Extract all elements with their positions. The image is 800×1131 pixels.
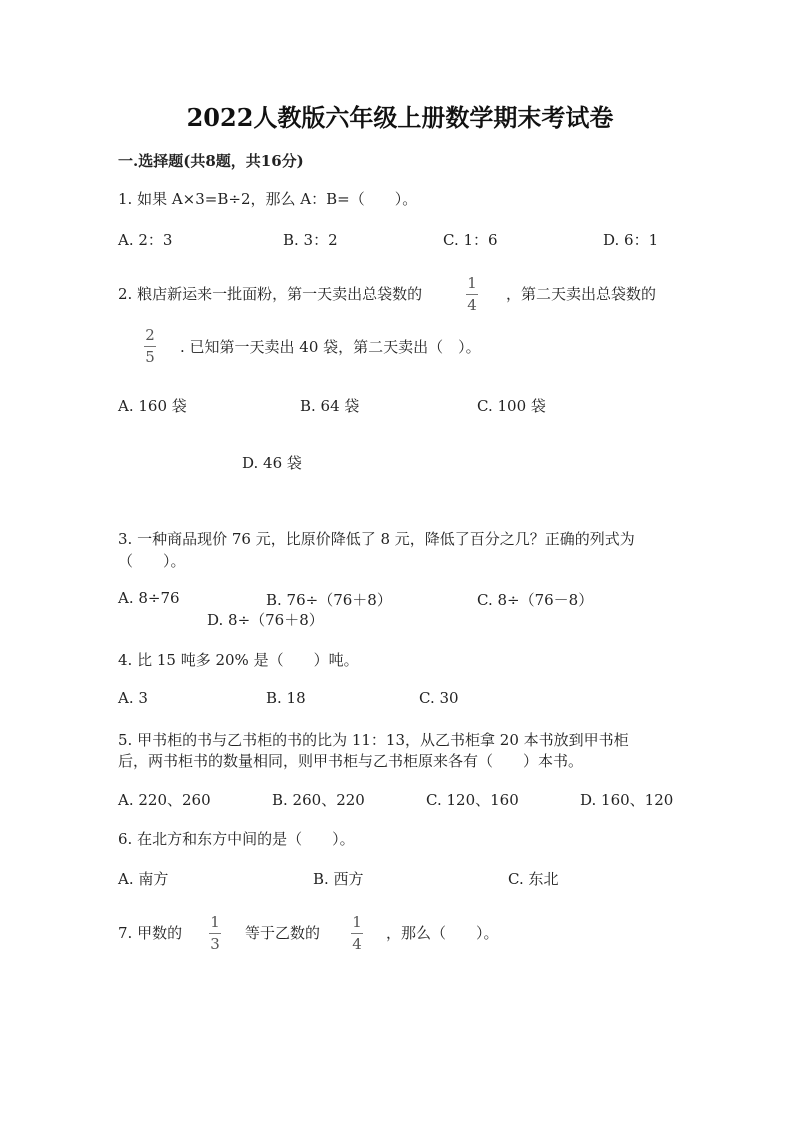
q4-option-b[interactable]: B. 18 [266, 689, 306, 707]
fraction-denominator: 5 [145, 348, 155, 366]
fraction-denominator: 4 [352, 935, 362, 953]
q5-option-a[interactable]: A. 220、260 [118, 791, 211, 809]
q2-option-c[interactable]: C. 100 袋 [477, 397, 546, 415]
question-5-line-2: 后，两书柜书的数量相同，则甲书柜与乙书柜原来各有（ ）本书。 [118, 752, 584, 770]
page-title: 2022人教版六年级上册数学期末考试卷 [186, 103, 614, 132]
fraction-numerator: 1 [467, 274, 477, 292]
q2-option-b[interactable]: B. 64 袋 [300, 397, 360, 415]
question-4-text: 4. 比 15 吨多 20% 是（ ）吨。 [118, 651, 359, 669]
fraction-one-third [209, 915, 221, 952]
question-7-text-c: ，那么（ ）。 [386, 924, 499, 942]
fraction-one-quarter [351, 915, 363, 952]
question-2-text-c: . 已知第一天卖出 40 袋，第二天卖出（ ）。 [180, 338, 481, 356]
q3-option-a[interactable]: A. 8÷76 [118, 589, 180, 607]
q4-option-c[interactable]: C. 30 [419, 689, 459, 707]
q5-option-c[interactable]: C. 120、160 [426, 791, 519, 809]
q6-option-b[interactable]: B. 西方 [313, 870, 364, 888]
question-3-line-2: （ ）。 [118, 552, 186, 570]
q2-option-d[interactable]: D. 46 袋 [242, 454, 302, 472]
q1-option-c[interactable]: C. 1：6 [443, 231, 498, 249]
q3-option-b[interactable]: B. 76÷（76＋8） [266, 591, 392, 609]
fraction-numerator: 1 [352, 913, 362, 931]
q1-option-b[interactable]: B. 3：2 [283, 231, 338, 249]
fraction-denominator: 4 [467, 296, 477, 314]
fraction-two-fifths [144, 328, 156, 365]
question-7-text-b: 等于乙数的 [245, 924, 321, 942]
fraction-one-quarter [466, 276, 478, 313]
q1-option-d[interactable]: D. 6：1 [603, 231, 659, 249]
q4-option-a[interactable]: A. 3 [118, 689, 148, 707]
section-heading: 一.选择题(共8题，共16分) [118, 152, 304, 170]
question-2-text-a: 2. 粮店新运来一批面粉，第一天卖出总袋数的 [118, 285, 423, 303]
question-2-text-b: ，第二天卖出总袋数的 [506, 285, 657, 303]
q3-option-d[interactable]: D. 8÷（76＋8） [207, 611, 324, 629]
fraction-denominator: 3 [210, 935, 220, 953]
q5-option-b[interactable]: B. 260、220 [272, 791, 365, 809]
question-3-line-1: 3. 一种商品现价 76 元，比原价降低了 8 元，降低了百分之几？正确的列式为 [118, 530, 635, 548]
fraction-bar [209, 933, 221, 934]
question-6-text: 6. 在北方和东方中间的是（ ）。 [118, 830, 355, 848]
fraction-bar [466, 294, 478, 295]
q1-option-a[interactable]: A. 2：3 [118, 231, 173, 249]
q2-option-a[interactable]: A. 160 袋 [118, 397, 187, 415]
q3-option-c[interactable]: C. 8÷（76－8） [477, 591, 594, 609]
fraction-numerator: 2 [145, 326, 155, 344]
fraction-numerator: 1 [210, 913, 220, 931]
question-5-line-1: 5. 甲书柜的书与乙书柜的书的比为 11：13，从乙书柜拿 20 本书放到甲书柜 [118, 731, 629, 749]
q6-option-c[interactable]: C. 东北 [508, 870, 559, 888]
q5-option-d[interactable]: D. 160、120 [580, 791, 674, 809]
fraction-bar [144, 346, 156, 347]
question-1-text: 1. 如果 A×3=B÷2，那么 A：B=（ ）。 [118, 190, 418, 208]
question-7-text-a: 7. 甲数的 [118, 924, 183, 942]
q6-option-a[interactable]: A. 南方 [118, 870, 169, 888]
fraction-bar [351, 933, 363, 934]
